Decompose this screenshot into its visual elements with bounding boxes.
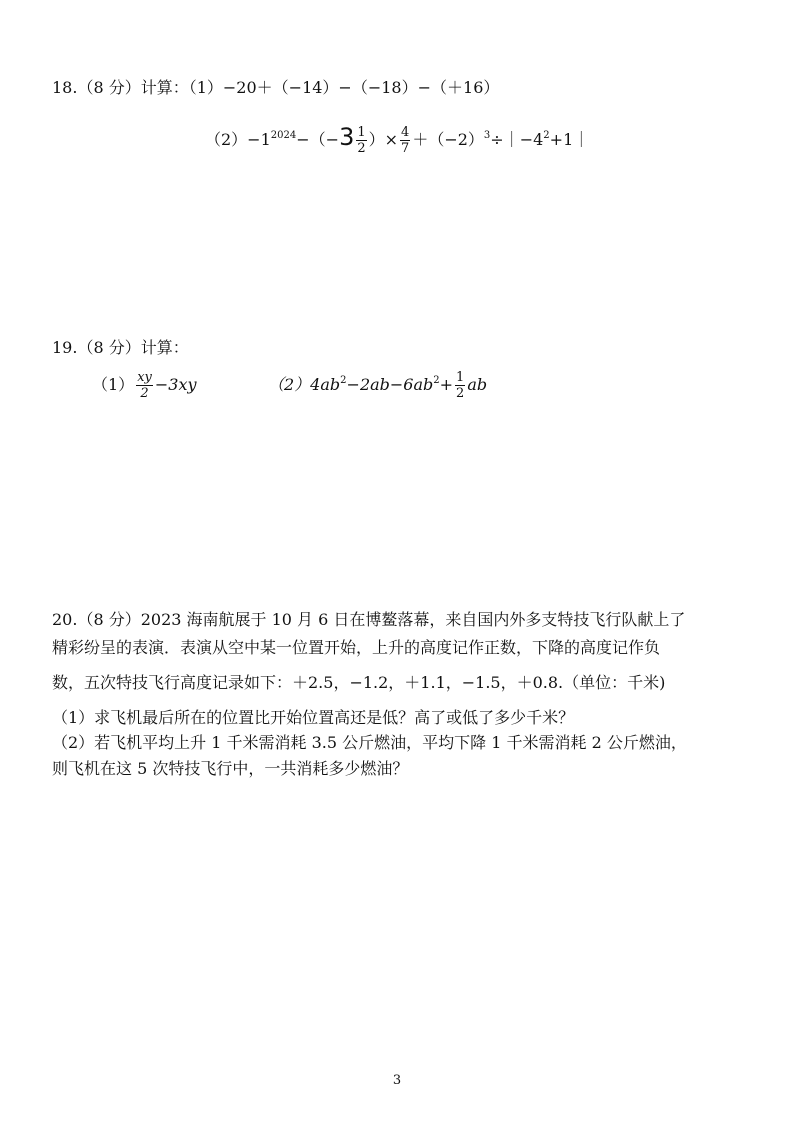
q20-line-3: 数，五次特技飞行高度记录如下：＋2.5，−1.2，＋1.1，−1.5，＋0.8.（单位：千米) (52, 673, 666, 692)
q20-line-2: 精彩纷呈的表演．表演从空中某一位置开始，上升的高度记作正数，下降的高度记作负 (52, 638, 661, 657)
q18-part1: （1）−20＋（−14）−（−18）−（＋16） (188, 78, 500, 97)
q18-part2: $(2)-1^{2024}-(-3$ $\frac{1}{2}$ ）× $\frac{4}{7}$ $+(-2)^3\div|-4^2+1|$ (205, 123, 590, 156)
question-19 (52, 338, 189, 358)
question-18 (52, 78, 499, 98)
fraction-four-sevenths: $\frac{4}{7}$ (401, 125, 410, 156)
q20-subquestion-2-line-1: （2）若飞机平均上升 1 千米需消耗 3.5 公斤燃油，平均下降 1 千米需消耗 2 公斤燃油， (52, 733, 687, 752)
q20-line-1: 20.（8 分）2023 海南航展于 10 月 6 日在博鳌落幕，来自国内外多支特技飞行队献上了 (52, 610, 686, 629)
q19-label: 19.（8 分）计算： (52, 338, 189, 357)
fraction-xy-over-2: $\frac{xy}{2}$ (137, 370, 152, 401)
fraction-one-half: $\frac{1}{2}$ (357, 125, 366, 156)
mixed-number-whole: 3 (339, 123, 355, 151)
q18-label: 18.（8 分）计算： (52, 78, 189, 97)
q20-subquestion-2-line-2: 则飞机在这 5 次特技飞行中，一共消耗多少燃油？ (52, 759, 409, 778)
q19-part1: （1） $\frac{xy}{2}$ −3xy (92, 370, 197, 401)
fraction-one-half: $\frac{1}{2}$ (456, 370, 465, 401)
q19-part2: $(2)4ab^2-2ab-6ab^2+$ $\frac{1}{2}$ ab (268, 370, 488, 401)
page-number: 3 (392, 1073, 402, 1088)
q20-subquestion-1: （1）求飞机最后所在的位置比开始位置高还是低？高了或低了多少千米？ (52, 708, 575, 727)
